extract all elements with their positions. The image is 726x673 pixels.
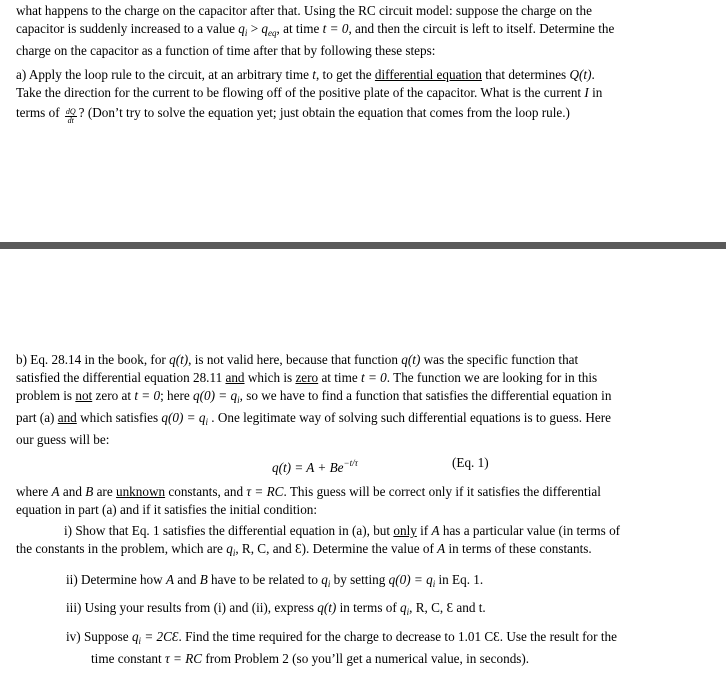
part-b-line-1: b) Eq. 28.14 in the book, for q(t), is not valid here, because that function q(t) was the specific function that	[16, 352, 579, 367]
equation-1	[0, 454, 726, 475]
part-b-paragraph	[16, 351, 716, 449]
item-i	[16, 522, 716, 562]
intro-line-3: charge on the capacitor as a function of time after that by following these steps:	[16, 43, 436, 58]
part-a-line-1: a) Apply the loop rule to the circuit, at an arbitrary time t, to get the differential equation that determines Q(t).	[16, 67, 595, 82]
after-equation-paragraph	[16, 483, 716, 519]
after-eq-line-2: equation in part (a) and if it satisfies the initial condition:	[16, 502, 318, 517]
part-b-line-2: satisfied the differential equation 28.11 and which is zero at time t = 0. The function we are looking for in this	[16, 370, 598, 385]
item-i-line-2: the constants in the problem, which are $q_i$, R, C, and Ɛ). Determine the value of A in terms of these constants.	[16, 541, 592, 558]
item-iv: iv) Suppose $q_i$ = 2CƐ. Find the time required for the charge to decrease to 1.01 CƐ. Use the result for the time constant τ = RC from Problem 2 (so you’ll get a numerical value, in seconds).	[66, 629, 617, 666]
item-iii: iii) Using your results from (i) and (ii), express q(t) in terms of $q_i$, R, C, Ɛ and t.	[66, 600, 486, 617]
part-b-line-4: part (a) and which satisfies $q(0) = q_i$ . One legitimate way of solving such differential equations is to guess. Here	[16, 410, 611, 427]
item-i-line-1: i) Show that Eq. 1 satisfies the differential equation in (a), but only if A has a particular value (in terms of	[64, 523, 621, 538]
item-ii: ii) Determine how A and B have to be related to $q_i$ by setting $q(0) = q_i$ in Eq. 1.	[66, 572, 484, 589]
part-a-paragraph	[16, 66, 716, 125]
intro-line-2: capacitor is suddenly increased to a value $q_i > q_{eq}$, at time t = 0, and then the circuit is left to itself. Determine the	[16, 21, 615, 38]
section-divider	[0, 242, 726, 249]
differential-equation-link[interactable]: differential equation	[374, 67, 482, 82]
equation-formula: $q(t) = A + Be^{-t/\tau}$	[272, 458, 358, 475]
after-eq-line-1: where A and B are unknown constants, and τ = RC. This guess will be correct only if it satisfies the differential	[16, 484, 601, 499]
part-a-line-3: terms of $\frac{dQ}{dt}$ ? (Don’t try to solve the equation yet; just obtain the equation that comes from the loop rule.)	[16, 105, 570, 125]
dq-dt-fraction: $\frac{dQ}{dt}$	[65, 107, 76, 125]
part-b-line-5: our guess will be:	[16, 432, 110, 447]
intro-line-1: what happens to the charge on the capacitor after that. Using the RC circuit model: suppose the charge on the	[16, 3, 592, 18]
part-b-line-3: problem is not zero at t = 0; here $q(0) = q_i$, so we have to find a function that satisfies the differential equation in	[16, 388, 612, 405]
part-a-line-2: Take the direction for the current to be flowing off of the positive plate of the capacitor. What is the current I in	[16, 85, 603, 100]
intro-paragraph	[16, 2, 716, 60]
equation-label: (Eq. 1)	[452, 455, 489, 470]
